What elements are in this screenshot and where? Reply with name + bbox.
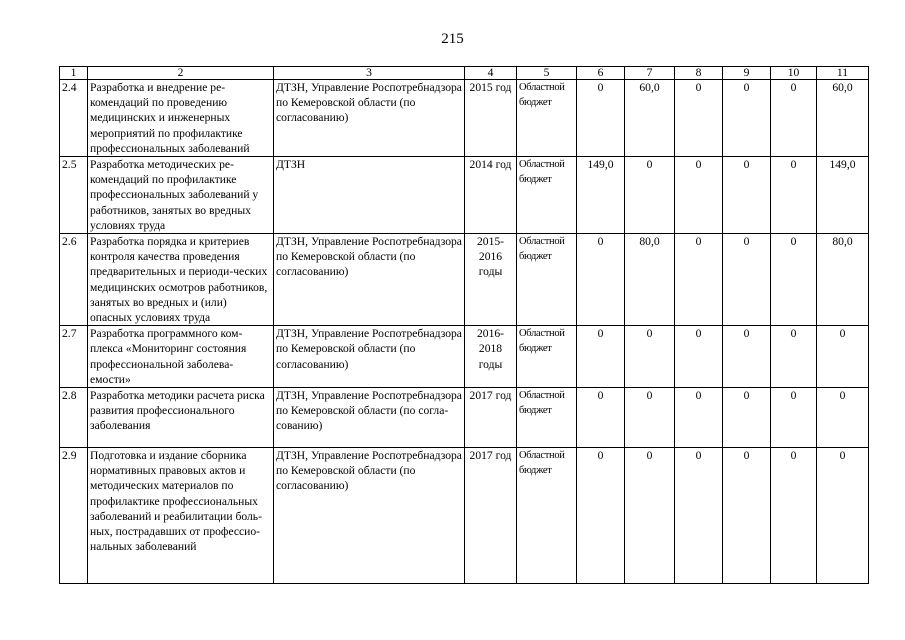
measure-name: Разработка методических ре-комендаций по профилактике профессиональных заболеваний у работников, занятых во вредных условиях труда — [88, 157, 274, 234]
period: 2015 год — [465, 80, 517, 157]
row-number: 2.5 — [60, 157, 88, 234]
funding-source: Областной бюджет — [517, 326, 577, 388]
value-col7: 80,0 — [625, 234, 675, 326]
executor: ДТЗН, Управление Роспотребнадзора по Кемеровской области (по согласованию) — [274, 448, 465, 584]
executor: ДТЗН — [274, 157, 465, 234]
period: 2016-2018 годы — [465, 326, 517, 388]
value-col6: 0 — [577, 448, 625, 584]
value-col8: 0 — [675, 234, 723, 326]
value-col9: 0 — [723, 388, 771, 448]
value-col10: 0 — [771, 388, 817, 448]
value-col6: 0 — [577, 80, 625, 157]
value-col10: 0 — [771, 326, 817, 388]
header-cell: 6 — [577, 67, 625, 80]
value-col10: 0 — [771, 448, 817, 584]
executor: ДТЗН, Управление Роспотребнадзора по Кемеровской области (по согласованию) — [274, 326, 465, 388]
row-number: 2.6 — [60, 234, 88, 326]
table-row — [60, 448, 869, 584]
value-col10: 0 — [771, 234, 817, 326]
value-col11: 0 — [817, 388, 869, 448]
value-col6: 149,0 — [577, 157, 625, 234]
header-cell: 8 — [675, 67, 723, 80]
header-cell: 9 — [723, 67, 771, 80]
value-col7: 0 — [625, 388, 675, 448]
value-col7: 60,0 — [625, 80, 675, 157]
row-number: 2.9 — [60, 448, 88, 584]
measure-name: Подготовка и издание сборника нормативных правовых актов и методических материалов по профилактике профессиональных заболеваний и реабилитации боль-ных, пострадавших от профессио-нальных заболеваний — [88, 448, 274, 584]
value-col11: 80,0 — [817, 234, 869, 326]
table-row — [60, 326, 869, 388]
value-col11: 149,0 — [817, 157, 869, 234]
table-row — [60, 388, 869, 448]
measure-name: Разработка методики расчета риска развития профессионального заболевания — [88, 388, 274, 448]
header-cell: 10 — [771, 67, 817, 80]
funding-source: Областной бюджет — [517, 157, 577, 234]
row-number: 2.4 — [60, 80, 88, 157]
row-number: 2.7 — [60, 326, 88, 388]
program-table — [59, 66, 869, 584]
measure-name: Разработка и внедрение ре-комендаций по проведению медицинских и инженерных мероприятий по профилактике профессиональных заболеваний — [88, 80, 274, 157]
funding-source: Областной бюджет — [517, 388, 577, 448]
value-col6: 0 — [577, 388, 625, 448]
value-col7: 0 — [625, 326, 675, 388]
value-col9: 0 — [723, 157, 771, 234]
header-cell: 3 — [274, 67, 465, 80]
header-cell: 7 — [625, 67, 675, 80]
period: 2017 год — [465, 388, 517, 448]
header-cell: 1 — [60, 67, 88, 80]
table-row — [60, 157, 869, 234]
funding-source: Областной бюджет — [517, 234, 577, 326]
value-col6: 0 — [577, 234, 625, 326]
value-col7: 0 — [625, 157, 675, 234]
value-col7: 0 — [625, 448, 675, 584]
header-cell: 11 — [817, 67, 869, 80]
value-col9: 0 — [723, 326, 771, 388]
funding-source: Областной бюджет — [517, 448, 577, 584]
value-col8: 0 — [675, 388, 723, 448]
executor: ДТЗН, Управление Роспотребнадзора по Кемеровской области (по согласованию) — [274, 234, 465, 326]
period: 2015-2016 годы — [465, 234, 517, 326]
header-cell: 4 — [465, 67, 517, 80]
value-col8: 0 — [675, 157, 723, 234]
value-col9: 0 — [723, 448, 771, 584]
measure-name: Разработка порядка и критериев контроля качества проведения предварительных и периоди-ческих медицинских осмотров работников, занятых во вредных и (или) опасных условиях труда — [88, 234, 274, 326]
row-number: 2.8 — [60, 388, 88, 448]
table-row — [60, 234, 869, 326]
header-cell: 2 — [88, 67, 274, 80]
value-col11: 0 — [817, 326, 869, 388]
executor: ДТЗН, Управление Роспотребнадзора по Кемеровской области (по согла-сованию) — [274, 388, 465, 448]
header-row — [60, 67, 869, 80]
value-col6: 0 — [577, 326, 625, 388]
page-number: 215 — [441, 31, 464, 47]
value-col9: 0 — [723, 80, 771, 157]
table-row — [60, 80, 869, 157]
funding-source: Областной бюджет — [517, 80, 577, 157]
measure-name: Разработка программного ком-плекса «Мониторинг состояния профессиональной заболева-емости» — [88, 326, 274, 388]
value-col11: 0 — [817, 448, 869, 584]
value-col9: 0 — [723, 234, 771, 326]
executor: ДТЗН, Управление Роспотребнадзора по Кемеровской области (по согласованию) — [274, 80, 465, 157]
value-col10: 0 — [771, 80, 817, 157]
value-col8: 0 — [675, 326, 723, 388]
header-cell: 5 — [517, 67, 577, 80]
period: 2014 год — [465, 157, 517, 234]
period: 2017 год — [465, 448, 517, 584]
value-col10: 0 — [771, 157, 817, 234]
value-col8: 0 — [675, 448, 723, 584]
value-col11: 60,0 — [817, 80, 869, 157]
value-col8: 0 — [675, 80, 723, 157]
